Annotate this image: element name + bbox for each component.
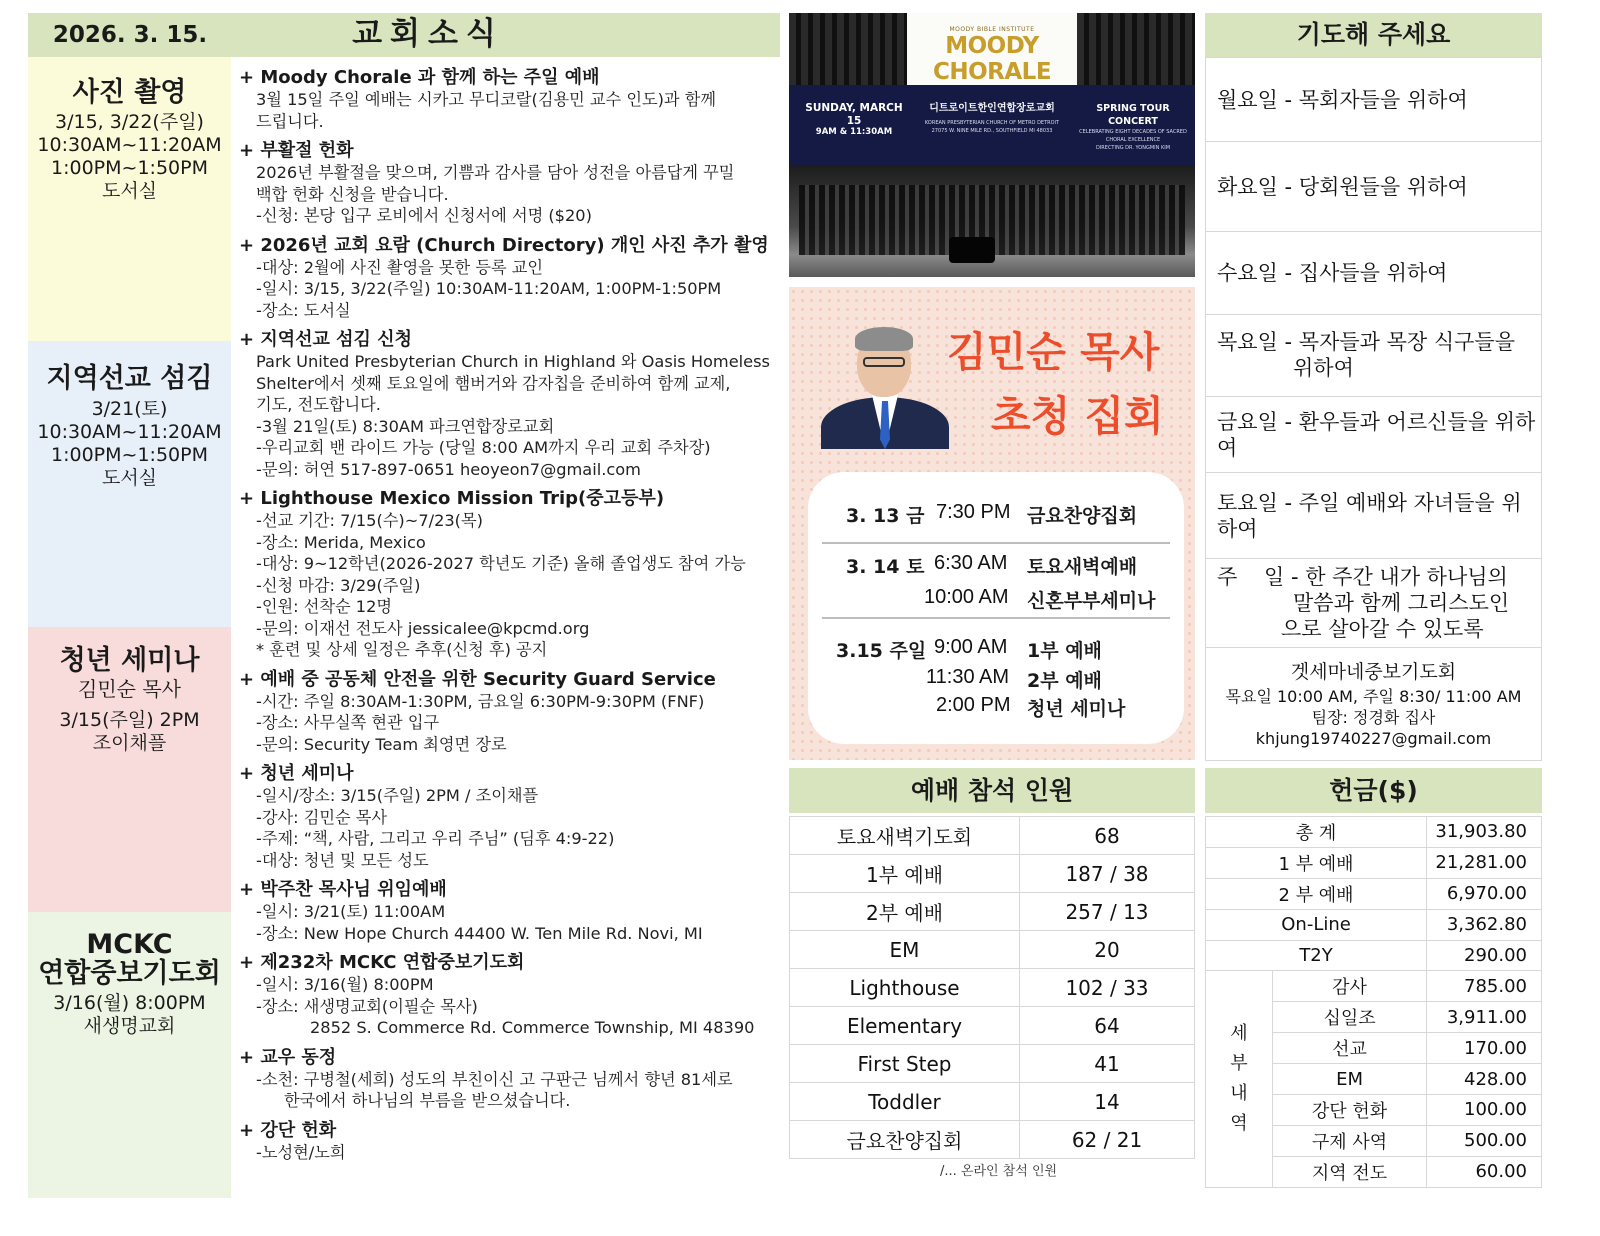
schedule-divider (822, 617, 1170, 619)
news-item (239, 1119, 779, 1164)
prayer-item (1206, 473, 1541, 559)
news-item (239, 66, 779, 132)
bulletin-date: 2026. 3. 15. (52, 22, 208, 48)
news-line: -장소: 사무실쪽 현관 입구 (256, 713, 440, 732)
news-title: + 교우 동정 (239, 1046, 337, 1068)
offering-label: EM (1273, 1064, 1427, 1095)
news-item (239, 487, 779, 661)
service-count: 20 (1020, 931, 1195, 969)
news-item (239, 951, 779, 1039)
prayer-title: 기도해 주세요 (1205, 13, 1542, 57)
news-title: + 청년 세미나 (239, 763, 354, 784)
news-line: -대상: 청년 및 모든 성도 (256, 850, 429, 870)
sidebar-title: 사진 촬영 (72, 77, 187, 108)
sidebar-line: 10:30AM~11:20AM (37, 421, 222, 443)
poster-church-ko: 디트로이트한인연합장로교회 (929, 103, 1055, 114)
sidebar-title: 청년 세미나 (59, 645, 200, 676)
table-row (1206, 909, 1542, 940)
offering-detail-char: 내 (1230, 1083, 1248, 1105)
attendance-title: 예배 참석 인원 (789, 768, 1195, 813)
service-name: Elementary (790, 1007, 1020, 1045)
sidebar-local-mission (28, 341, 231, 627)
offering-amount: 785.00 (1427, 971, 1542, 1002)
choir-photo (1077, 13, 1195, 85)
pastor-portrait (821, 327, 949, 449)
bulletin-header (28, 13, 780, 57)
gethsemane-time: 목요일 10:00 AM, 주일 8:30/ 11:00 AM (1225, 687, 1522, 706)
poster-tour-sub: CELEBRATING EIGHT DECADES OF SACRED CHORAL EXCELLENCE (1079, 129, 1187, 143)
table-row (790, 1083, 1195, 1121)
service-count: 14 (1020, 1083, 1195, 1121)
news-line: 드립니다. (256, 111, 324, 131)
sidebar-youth-seminar (28, 627, 231, 912)
poster-times: 9AM & 11:30AM (815, 127, 893, 137)
gethsemane-prayer-meeting (1206, 648, 1541, 749)
news-item (239, 139, 779, 227)
service-name: 2부 예배 (790, 893, 1020, 931)
schedule-date: 3. 14 토 (846, 556, 925, 578)
schedule-time: 9:00 AM (934, 636, 1008, 658)
news-line: -대상: 9~12학년(2026-2027 학년도 기준) 올해 졸업생도 참여 가능 (256, 554, 746, 573)
news-line: -신청: 본당 입구 로비에서 신청서에 서명 ($20) (256, 206, 592, 225)
offering-table (1205, 816, 1542, 1188)
news-line: -대상: 2월에 사진 촬영을 못한 등록 교인 (256, 257, 544, 277)
prayer-item (1206, 58, 1541, 142)
news-title: + 박주찬 목사님 위임예배 (239, 879, 447, 900)
prayer-item (1206, 559, 1541, 648)
offering-label: 감사 (1273, 971, 1427, 1002)
sidebar-title: 지역선교 섬김 (46, 363, 213, 394)
table-row (790, 817, 1195, 855)
offering-amount: 6,970.00 (1427, 878, 1542, 909)
poster-church-en: KOREAN PRESBYTERIAN CHURCH OF METRO DETROIT (924, 120, 1060, 126)
news-title: + 제232차 MCKC 연합중보기도회 (239, 952, 525, 973)
offering-amount: 290.00 (1427, 940, 1542, 971)
news-line: -강사: 김민순 목사 (256, 807, 388, 827)
service-name: Lighthouse (790, 969, 1020, 1007)
table-row (1206, 817, 1542, 848)
poster-tour-block (1075, 102, 1191, 152)
prayer-item (1206, 142, 1541, 232)
sidebar-line: 3/21(토) (91, 398, 168, 420)
schedule-date: 3. 13 금 (846, 505, 925, 527)
offering-amount: 60.00 (1427, 1156, 1542, 1187)
poster-institute: MOODY BIBLE INSTITUTE (949, 26, 1035, 33)
service-name: 토요새벽기도회 (790, 817, 1020, 855)
sidebar-line: 1:00PM~1:50PM (51, 157, 208, 179)
news-line: -소천: 구병철(세희) 성도의 부친이신 고 구판근 님께서 향년 81세로 (256, 1069, 733, 1089)
sidebar-line: 도서실 (101, 180, 158, 202)
prayer-text: 금요일 - 환우들과 어르신들을 위하여 (1217, 409, 1536, 460)
poster-tour: SPRING TOUR CONCERT (1096, 103, 1170, 127)
news-item (239, 762, 779, 871)
news-line: Park United Presbyterian Church in Highland 와 Oasis Homeless (256, 352, 770, 371)
prayer-text: 주 일 - 한 주간 내가 하나님의 (1217, 565, 1508, 589)
offering-label: 선교 (1273, 1033, 1427, 1064)
sidebar-line: 1:00PM~1:50PM (51, 444, 208, 466)
service-name: EM (790, 931, 1020, 969)
offering-amount: 428.00 (1427, 1064, 1542, 1095)
news-title: + Lighthouse Mexico Mission Trip(중고등부) (239, 488, 665, 509)
news-line: 한국에서 하나님의 부름을 받으셨습니다. (284, 1091, 571, 1110)
news-line: -문의: 허연 517-897-0651 heoyeon7@gmail.com (256, 459, 641, 479)
news-item (239, 234, 779, 322)
schedule-event: 2부 예배 (1027, 670, 1102, 692)
attendance-footnote: /... 온라인 참석 인원 (940, 1164, 1058, 1179)
news-item (239, 328, 779, 480)
gethsemane-email: khjung19740227@gmail.com (1255, 729, 1492, 748)
offering-label: 지역 전도 (1273, 1156, 1427, 1187)
schedule-time: 10:00 AM (924, 586, 1009, 608)
service-count: 41 (1020, 1045, 1195, 1083)
revival-subtitle: 초청 집회 (991, 392, 1164, 440)
news-title: + Moody Chorale 과 함께 하는 주일 예배 (239, 67, 600, 88)
sidebar-line: 도서실 (101, 467, 158, 489)
table-row (790, 1045, 1195, 1083)
table-row (790, 1007, 1195, 1045)
offering-label: 총 계 (1206, 817, 1427, 848)
poster-chorale-name: MOODY CHORALE (932, 33, 1052, 85)
prayer-item (1206, 315, 1541, 397)
news-line: -장소: 도서실 (256, 300, 351, 320)
schedule-date: 3.15 주일 (836, 640, 927, 662)
news-list (239, 66, 779, 1170)
offering-detail-char: 부 (1230, 1053, 1248, 1075)
schedule-event: 금요찬양집회 (1027, 505, 1138, 527)
offering-label: 강단 헌화 (1273, 1095, 1427, 1126)
table-row (790, 855, 1195, 893)
table-row (790, 893, 1195, 931)
schedule-event: 청년 세미나 (1027, 698, 1126, 720)
offering-label: 십일조 (1273, 1002, 1427, 1033)
news-item (239, 668, 779, 756)
offering-label: On-Line (1206, 909, 1427, 940)
prayer-text: 수요일 - 집사들을 위하여 (1217, 261, 1448, 285)
portrait-glasses (863, 357, 905, 367)
table-row (1206, 878, 1542, 909)
table-row (790, 1121, 1195, 1159)
revival-schedule (808, 472, 1184, 744)
prayer-item (1206, 397, 1541, 473)
service-count: 68 (1020, 817, 1195, 855)
moody-chorale-poster (789, 13, 1195, 277)
prayer-item (1206, 232, 1541, 315)
offering-title: 헌금($) (1205, 768, 1542, 813)
gethsemane-leader: 팀장: 정경화 집사 (1311, 708, 1436, 727)
offering-amount: 170.00 (1427, 1033, 1542, 1064)
news-line: -노성현/노희 (256, 1142, 346, 1162)
news-line: -일시: 3/21(토) 11:00AM (256, 902, 446, 921)
schedule-time: 7:30 PM (936, 501, 1011, 523)
service-count: 257 / 13 (1020, 893, 1195, 931)
news-line: -선교 기간: 7/15(수)~7/23(목) (256, 511, 483, 530)
poster-address: 27075 W. NINE MILE RD., SOUTHFIELD MI 48033 (931, 128, 1053, 134)
sidebar-line: 조이채플 (92, 732, 167, 754)
service-count: 102 / 33 (1020, 969, 1195, 1007)
offering-amount: 31,903.80 (1427, 817, 1542, 848)
service-name: Toddler (790, 1083, 1020, 1121)
news-line: -장소: 새생명교회(이필순 목사) (256, 996, 478, 1016)
schedule-event: 토요새벽예배 (1027, 556, 1138, 578)
table-row (1206, 847, 1542, 878)
news-title: + 강단 헌화 (239, 1119, 337, 1141)
schedule-time: 6:30 AM (934, 552, 1008, 574)
sidebar-line: 3/16(월) 8:00PM (53, 992, 206, 1014)
poster-date: SUNDAY, MARCH 15 (805, 102, 903, 127)
news-title: + 부활절 헌화 (239, 140, 354, 161)
service-count: 187 / 38 (1020, 855, 1195, 893)
offering-label: 2 부 예배 (1206, 878, 1427, 909)
offering-label: 1 부 예배 (1206, 847, 1427, 878)
sidebar-mckc-prayer (28, 912, 231, 1198)
news-line: -문의: 이재선 전도사 jessicalee@kpcmd.org (256, 618, 590, 638)
sidebar-line: 3/15(주일) 2PM (59, 709, 200, 731)
news-line: 2852 S. Commerce Rd. Commerce Township, MI 48390 (310, 1018, 755, 1037)
sidebar-speaker: 김민순 목사 (78, 677, 181, 701)
offering-detail-label (1206, 971, 1273, 1187)
prayer-list (1205, 57, 1542, 761)
offering-amount: 100.00 (1427, 1095, 1542, 1126)
sidebar-title: 연합중보기도회 (38, 958, 221, 989)
revival-title: 김민순 목사 (947, 328, 1160, 376)
poster-info-band (789, 85, 1195, 165)
news-title: + 예배 중 공동체 안전을 위한 Security Guard Service (239, 668, 716, 690)
schedule-divider (822, 542, 1170, 544)
news-item (239, 878, 779, 944)
sidebar-line: 3/15, 3/22(주일) (55, 111, 204, 133)
schedule-time: 11:30 AM (926, 666, 1010, 688)
table-row (1206, 940, 1542, 971)
offering-detail-char: 세 (1230, 1023, 1248, 1045)
news-line: -시간: 주일 8:30AM-1:30PM, 금요일 6:30PM-9:30PM (FNF) (256, 691, 705, 711)
choir-photo (789, 13, 907, 85)
news-line: 3월 15일 주일 예배는 시카고 무디코랄(김용민 교수 인도)과 함께 (256, 90, 716, 109)
sidebar-photo-session (28, 57, 231, 341)
news-line: 백합 헌화 신청을 받습니다. (256, 184, 449, 204)
offering-amount: 3,362.80 (1427, 909, 1542, 940)
choir-stage-photo (789, 165, 1195, 277)
news-line: 기도, 전도합니다. (256, 395, 381, 414)
service-count: 62 / 21 (1020, 1121, 1195, 1159)
prayer-text-cont: 으로 살아갈 수 있도록 (1281, 617, 1484, 641)
offering-amount: 500.00 (1427, 1125, 1542, 1156)
schedule-time: 2:00 PM (936, 694, 1011, 716)
news-line: -일시: 3/15, 3/22(주일) 10:30AM-11:20AM, 1:00PM-1:50PM (256, 279, 722, 298)
sidebar-line: 새생명교회 (83, 1015, 176, 1037)
news-title: + 지역선교 섬김 신청 (239, 329, 412, 350)
piano-icon (949, 237, 995, 263)
prayer-text: 화요일 - 당회원들을 위하여 (1217, 174, 1468, 199)
gethsemane-title: 겟세마네중보기도회 (1290, 661, 1457, 683)
offering-label: 구제 사역 (1273, 1125, 1427, 1156)
poster-director: DIRECTING DR. YONGMIN KIM (1095, 145, 1171, 151)
chorale-logo (907, 13, 1077, 85)
prayer-text: 토요일 - 주일 예배와 자녀들을 위하여 (1217, 490, 1522, 541)
attendance-table (789, 816, 1195, 1159)
service-name: First Step (790, 1045, 1020, 1083)
news-line: -우리교회 밴 라이드 가능 (당일 8:00 AM까지 우리 교회 주차장) (256, 438, 711, 457)
table-row (790, 931, 1195, 969)
portrait-hair (855, 327, 913, 351)
prayer-text: 월요일 - 목회자들을 위하여 (1217, 87, 1468, 112)
poster-date-block (799, 102, 909, 136)
news-line: -장소: Merida, Mexico (256, 532, 426, 552)
table-row (1206, 971, 1542, 1002)
prayer-text-cont: 위하여 (1293, 356, 1354, 380)
service-count: 64 (1020, 1007, 1195, 1045)
bulletin-title: 교회소식 (352, 16, 504, 52)
news-line: Shelter에서 셋째 토요일에 햄버거와 감자칩을 준비하여 함께 교제, (256, 373, 731, 393)
offering-label: T2Y (1206, 940, 1427, 971)
offering-amount: 21,281.00 (1427, 847, 1542, 878)
news-line: -신청 마감: 3/29(주일) (256, 575, 421, 595)
schedule-event: 1부 예배 (1027, 640, 1102, 662)
news-line: -주제: “책, 사람, 그리고 우리 주님” (딤후 4:9-22) (256, 829, 615, 848)
offering-detail-char: 역 (1230, 1113, 1248, 1135)
news-line: -일시/장소: 3/15(주일) 2PM / 조이채플 (256, 786, 539, 805)
offering-amount: 3,911.00 (1427, 1002, 1542, 1033)
service-name: 1부 예배 (790, 855, 1020, 893)
prayer-text: 목요일 - 목자들과 목장 식구들을 (1217, 330, 1515, 354)
news-line: * 훈련 및 상세 일정은 추후(신청 후) 공지 (256, 640, 548, 659)
poster-venue-block (917, 102, 1067, 135)
revival-poster (789, 287, 1195, 760)
news-line: -문의: Security Team 최영면 장로 (256, 734, 507, 754)
news-line: 2026년 부활절을 맞으며, 기쁨과 감사를 담아 성전을 아름답게 꾸밀 (256, 163, 735, 182)
service-name: 금요찬양집회 (790, 1121, 1020, 1159)
news-title: + 2026년 교회 요람 (Church Directory) 개인 사진 추가 촬영 (239, 234, 769, 256)
sidebar-title: MCKC (86, 929, 173, 960)
news-line: -인원: 선착순 12명 (256, 597, 393, 616)
news-item (239, 1046, 779, 1112)
prayer-text-cont: 말씀과 함께 그리스도인 (1293, 591, 1510, 615)
schedule-event: 신혼부부세미나 (1027, 590, 1156, 612)
sidebar-line: 10:30AM~11:20AM (37, 134, 222, 156)
news-line: -일시: 3/16(월) 8:00PM (256, 975, 434, 994)
news-line: -장소: New Hope Church 44400 W. Ten Mile Rd. Novi, MI (256, 923, 703, 943)
news-line: -3월 21일(토) 8:30AM 파크연합장로교회 (256, 416, 555, 436)
table-row (790, 969, 1195, 1007)
